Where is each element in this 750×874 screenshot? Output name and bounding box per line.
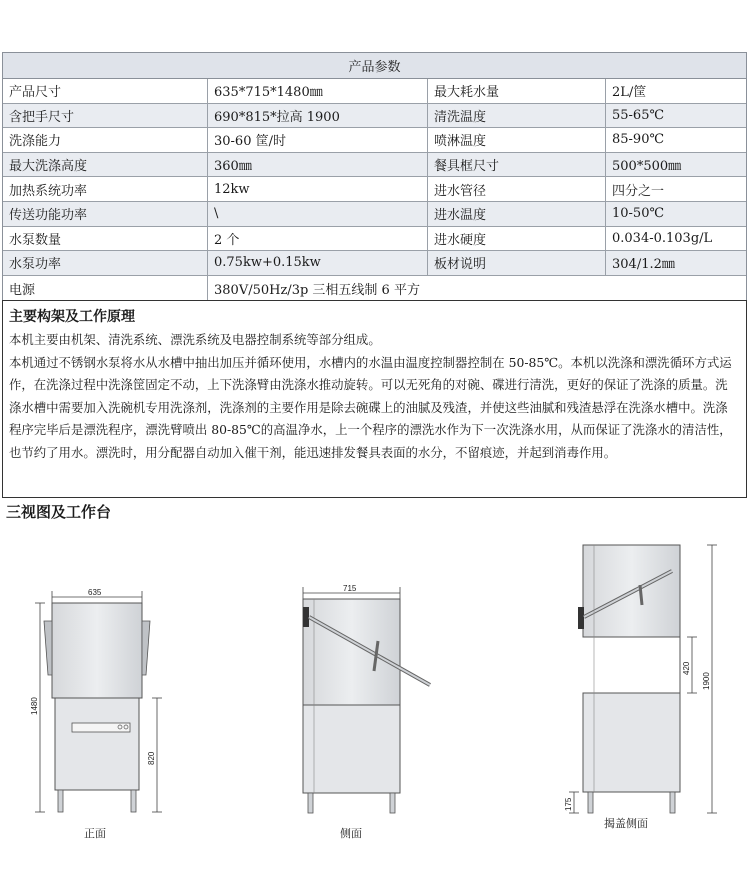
- spec-key: 进水温度: [428, 202, 606, 226]
- structure-paragraph: 本机主要由机架、清洗系统、漂洗系统及电器控制系统等部分组成。: [9, 332, 381, 347]
- table-row: [3, 227, 746, 252]
- front-width-label: 635: [88, 588, 102, 597]
- spec-key: 喷淋温度: [428, 128, 606, 152]
- spec-key: 进水管径: [428, 177, 606, 201]
- table-row: [3, 153, 746, 178]
- front-caption: 正面: [84, 827, 106, 840]
- table-row: [3, 128, 746, 153]
- lifted-legs-label: 175: [564, 797, 573, 811]
- table-row: [3, 202, 746, 227]
- table-row-power: [3, 276, 746, 301]
- lifted-caption: 揭盖侧面: [604, 817, 648, 830]
- spec-key: 洗涤能力: [3, 128, 208, 152]
- lifted-opening-label: 420: [682, 661, 691, 675]
- spec-key: 水泵功率: [3, 251, 208, 275]
- spec-value: 500*500㎜: [612, 159, 682, 175]
- spec-key: 加热系统功率: [3, 177, 208, 201]
- spec-key: 餐具框尺寸: [428, 153, 606, 177]
- spec-value: 635*715*1480㎜: [208, 79, 428, 103]
- side-caption: 侧面: [340, 827, 362, 840]
- side-view: [303, 584, 430, 840]
- spec-value: 55-65℃: [612, 107, 665, 123]
- table-row: [3, 104, 746, 129]
- spec-value: 30-60 筐/时: [208, 128, 428, 152]
- spec-value: \: [208, 202, 428, 226]
- spec-key: 板材说明: [428, 251, 606, 275]
- spec-value: 0.75kw+0.15kw: [208, 251, 428, 275]
- spec-key: 产品尺寸: [3, 79, 208, 103]
- spec-value: 2 个: [208, 227, 428, 251]
- spec-table: [2, 52, 747, 301]
- principle-paragraph: 本机通过不锈钢水泵将水从水槽中抽出加压并循环使用，水槽内的水温由温度控制器控制在 50-85℃。本机以洗涤和漂洗循环方式运作，在洗涤过程中洗涤筐固定不动，上下洗涤臂由洗涤水推动旋转。可以无死角的对碗、碟进行清洗，更好的保证了洗涤的质量。洗涤水槽中需要加入洗碗机专用洗涤剂，洗涤剂的主要作用是除去碗碟上的油腻及残渣，并使这些油腻和残渣悬浮在洗涤水槽中。洗涤程序完毕后是漂洗程序，漂洗臂喷出 80-85℃的高温净水，上一个程序的漂洗水作为下一次洗涤水用，从而保证了洗涤水的清洁性，也节约了用水。漂洗时，用分配器自动加入催干剂，能迅速排发餐具表面的水分，不留痕迹，并起到消毒作用。: [9, 354, 732, 460]
- spec-value: 380V/50Hz/3p 三相五线制 6 平方: [214, 282, 420, 298]
- spec-value: 2L/筐: [612, 85, 647, 101]
- spec-key: 含把手尺寸: [3, 104, 208, 128]
- spec-key: 最大洗涤高度: [3, 153, 208, 177]
- spec-key: 最大耗水量: [428, 79, 606, 103]
- structure-heading: 主要构架及工作原理: [9, 309, 135, 325]
- spec-key: 进水硬度: [428, 227, 606, 251]
- table-row: [3, 177, 746, 202]
- spec-value: 304/1.2㎜: [612, 257, 675, 273]
- spec-value: 四分之一: [612, 183, 665, 199]
- structure-section: [2, 300, 747, 498]
- three-view-drawing: [0, 525, 750, 874]
- table-row: [3, 79, 746, 104]
- spec-value: 10-50℃: [612, 206, 665, 222]
- front-view: [30, 588, 162, 840]
- spec-key: 电源: [3, 276, 208, 301]
- front-lower-label: 820: [147, 751, 156, 765]
- views-heading: 三视图及工作台: [6, 503, 112, 521]
- spec-key: 传送功能功率: [3, 202, 208, 226]
- spec-key: 清洗温度: [428, 104, 606, 128]
- lifted-height-label: 1900: [702, 672, 711, 690]
- front-height-label: 1480: [30, 697, 39, 715]
- spec-key: 水泵数量: [3, 227, 208, 251]
- spec-value: 0.034-0.103g/L: [612, 230, 713, 246]
- spec-value: 360㎜: [208, 153, 428, 177]
- spec-value: 690*815*拉高 1900: [208, 104, 428, 128]
- side-width-label: 715: [343, 584, 357, 593]
- lifted-side-view: [564, 545, 717, 830]
- spec-value: 85-90℃: [612, 132, 665, 148]
- spec-value: 12kw: [208, 177, 428, 201]
- spec-table-title: 产品参数: [3, 53, 746, 79]
- table-row: [3, 251, 746, 276]
